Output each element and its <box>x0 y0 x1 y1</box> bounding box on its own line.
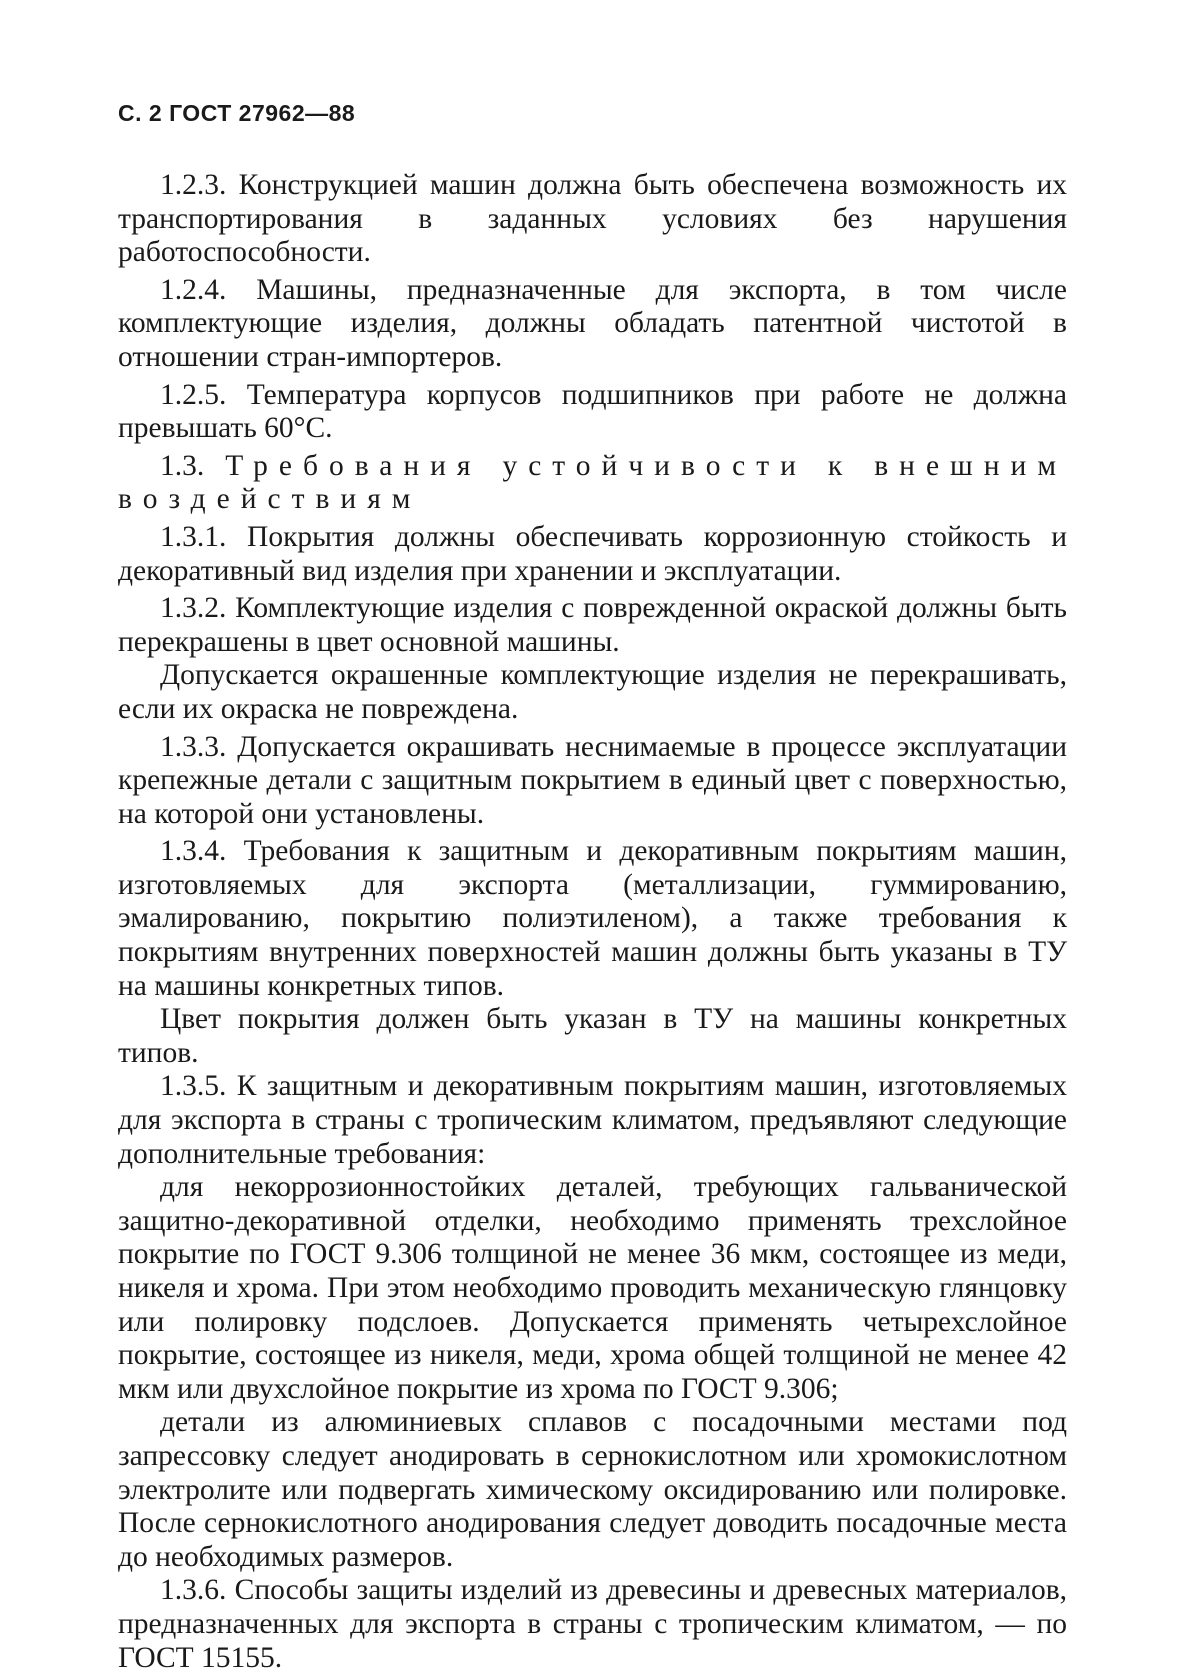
paragraph-1-3-4: 1.3.4. Требования к защитным и декоративным покрытиям машин, изготовляемых для экспорта (металлизации, гуммированию, эмалированию, покрытию полиэтиленом), а также требования к покрытиям внутренних поверхностей машин должны быть указаны в ТУ на машины конкретных типов. <box>118 835 1067 1002</box>
paragraph-1-3-1: 1.3.1. Покрытия должны обеспечивать коррозионную стойкость и декоративный вид изделия при хранении и эксплуатации. <box>118 520 1067 587</box>
document-body <box>118 169 1067 1675</box>
paragraph-1-3-6: 1.3.6. Способы защиты изделий из древесины и древесных материалов, предназначенных для экспорта в страны с тропическим климатом, — по ГОСТ 15155. <box>118 1574 1067 1674</box>
paragraph-1-3-2-note: Допускается окрашенные комплектующие изделия не перекрашивать, если их окраска не повреждена. <box>118 659 1067 725</box>
section-heading-1-3 <box>118 450 1067 517</box>
paragraph-1-3-5: 1.3.5. К защитным и декоративным покрытиям машин, изготовляемых для экспорта в страны с тропическим климатом, предъявляют следующие дополнительные требования: <box>118 1070 1067 1170</box>
page-header: С. 2 ГОСТ 27962—88 <box>118 100 356 126</box>
paragraph-1-2-5: 1.2.5. Температура корпусов подшипников при работе не должна превышать 60°С. <box>118 378 1067 445</box>
paragraph-1-3-3: 1.3.3. Допускается окрашивать неснимаемые в процессе эксплуатации крепежные детали с защитным покрытием в единый цвет с поверхностью, на которой они установлены. <box>118 730 1067 830</box>
paragraph-1-3-5-galvanic: для некоррозионностойких деталей, требующих гальванической защитно-декоративной отделки, необходимо применять трехслойное покрытие по ГОСТ 9.306 толщиной не менее 36 мкм, состоящее из меди, никеля и хрома. При этом необходимо проводить механическую глянцовку или полировку подслоев. Допускается применять четырехслойное покрытие, состоящее из никеля, меди, хрома общей толщиной не менее 42 мкм или двухслойное покрытие из хрома по ГОСТ 9.306; <box>118 1171 1067 1405</box>
paragraph-1-3-2: 1.3.2. Комплектующие изделия с поврежденной окраской должны быть перекрашены в цвет основной машины. <box>118 592 1067 658</box>
paragraph-1-3-5-aluminium: детали из алюминиевых сплавов с посадочными местами под запрессовку следует анодировать в сернокислотном или хромокислотном электролите или подвергать химическому оксидированию или полировке. После сернокислотного анодирования следует доводить посадочные места до необходимых размеров. <box>118 1406 1067 1573</box>
section-number: 1.3. <box>160 449 205 482</box>
paragraph-1-3-4-color: Цвет покрытия должен быть указан в ТУ на машины конкретных типов. <box>118 1003 1067 1069</box>
paragraph-1-2-4: 1.2.4. Машины, предназначенные для экспорта, в том числе комплектующие изделия, должны обладать патентной чистотой в отношении стран-импортеров. <box>118 273 1067 373</box>
paragraph-1-2-3: 1.2.3. Конструкцией машин должна быть обеспечена возможность их транспортирования в заданных условиях без нарушения работоспособности. <box>118 169 1067 269</box>
section-title: Требования устойчивости к внешним воздействиям <box>118 449 1067 516</box>
